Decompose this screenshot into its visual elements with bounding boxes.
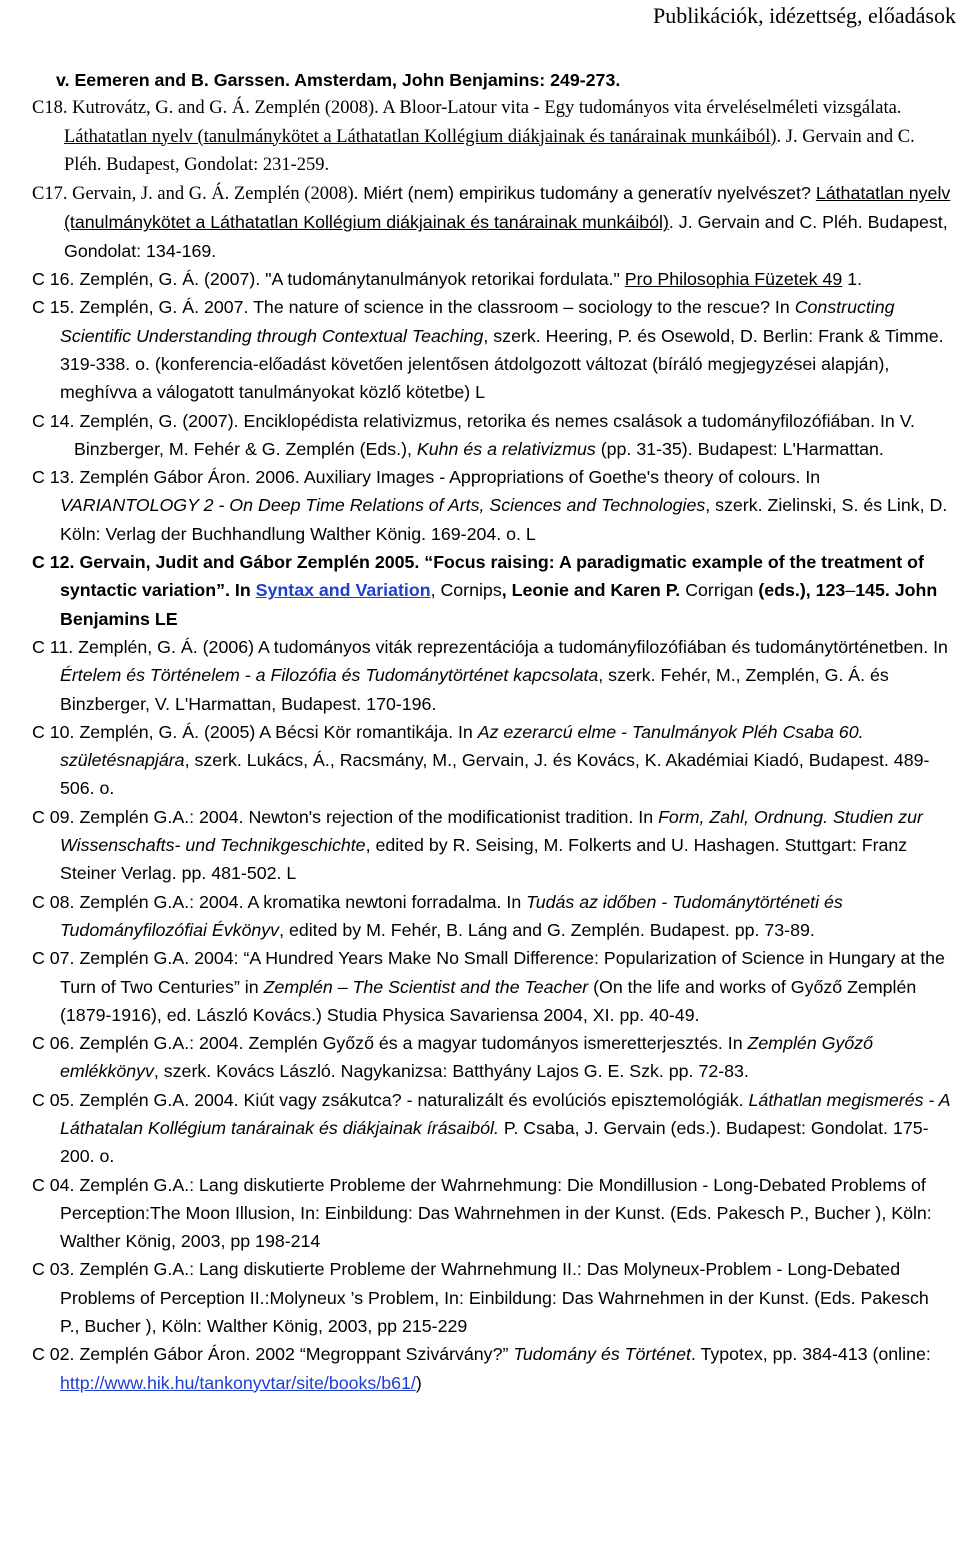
entry-c04: C 04. Zemplén G.A.: Lang diskutierte Probleme der Wahrnehmung: Die Mondillusion - Long-Debated Problems of Perception:The Moon Illusion, In: Einbildung: Das Wahrnehmen in der Kunst. (Eds. Pakesch P., Bucher ), Köln: Walther König, 2003, pp 198-214 (32, 1174, 932, 1252)
entry-c06: C 06. Zemplén G.A.: 2004. Zemplén Győző és a magyar tudományos ismeretterjesztés. In Zemplén Győző emlékkönyv, szerk. Kovács László. Nagykanizsa: Batthyány Lajos G. E. Szk. pp. 72-83. (32, 1033, 874, 1082)
book-title: Constructing Scientific Understanding through Contextual Teaching (60, 297, 895, 346)
book-title: Értelem és Történelem - a Filozófia és Tudománytörténet kapcsolata (60, 665, 599, 686)
entry-c09: C 09. Zemplén G.A.: 2004. Newton's rejection of the modificationist tradition. In Form, Zahl, Ordnung. Studien zur Wissenschafts- und Technikgeschichte, edited by R. Seising, M. Folkerts and U. Hashagen. Stuttgart: Franz Steiner Verlag. pp. 481-502. L (32, 806, 923, 884)
book-title: Az ezerarcú elme - Tanulmányok Pléh Csaba 60. születésnapjára (60, 721, 864, 771)
entry-c02: C 02. Zemplén Gábor Áron. 2002 “Megroppant Szivárvány?” Tudomány és Történet. Typotex, pp. 384-413 (online: http://www.hik.hu/tankonyvtar/site/books/b61/) (32, 1344, 931, 1393)
book-title: Zemplén Győző emlékkönyv (60, 1033, 874, 1082)
publication-list (32, 66, 952, 1397)
journal-link[interactable]: Pro Philosophia Füzetek 49 (624, 269, 843, 290)
volume-link[interactable]: Láthatatlan nyelv (tanulmánykötet a Láthatatlan Kollégium diákjainak és tanárainak munkáiból) (64, 126, 777, 147)
entry-c13: C 13. Zemplén Gábor Áron. 2006. Auxiliary Images - Appropriations of Goethe's theory of colours. In VARIANTOLOGY 2 - On Deep Time Relations of Arts, Sciences and Technologies, szerk. Zielinski, S. és Link, D. Köln: Verlag der Buchhandlung Walther König. 169-204. o. L (32, 467, 948, 544)
book-title: Láthatlan megismerés - A Láthatalan Kollégium tanárainak és diákjainak írásaiból. (60, 1089, 950, 1138)
book-title: VARIANTOLOGY 2 - On Deep Time Relations of Arts, Sciences and Technologies (60, 495, 706, 516)
entry-c05: C 05. Zemplén G.A. 2004. Kiút vagy zsákutca? - naturalizált és evolúciós episztemológiák. Láthatlan megismerés - A Láthatalan Kollégium tanárainak és diákjainak írásaiból. P. Csaba, J. Gervain (eds.). Budapest: Gondolat. 175-200. o. (32, 1089, 950, 1167)
syntax-and-variation-link[interactable]: Syntax and Variation (255, 580, 431, 601)
book-title: Zemplén – The Scientist and the Teacher (263, 976, 589, 997)
entry-c17: C17. Gervain, J. and G. Á. Zemplén (2008). Miért (nem) empirikus tudomány a generatív nyelvészet? Láthatatlan nyelv (tanulmánykötet a Láthatatlan Kollégium diákjainak és tanárainak munkáiból). J. Gervain and C. Pléh. Budapest, Gondolat: 134-169. (32, 183, 951, 261)
entry-c08: C 08. Zemplén G.A.: 2004. A kromatika newtoni forradalma. In Tudás az időben - Tudománytörténeti és Tudományfilozófiai Évkönyv, edited by M. Fehér, B. Láng and G. Zemplén. Budapest. pp. 73-89. (32, 891, 843, 940)
entry-c11: C 11. Zemplén, G. Á. (2006) A tudományos viták reprezentációja a tudományfilozófiában és tudománytörténetben. In Értelem és Történelem - a Filozófia és Tudománytörténet kapcsolata, szerk. Fehér, M., Zemplén, G. Á. és Binzberger, V. L'Harmattan, Budapest. 170-196. (32, 636, 948, 714)
book-title: Tudás az időben - Tudománytörténeti és Tudományfilozófiai Évkönyv (60, 891, 843, 940)
entry-c18: C18. Kutrovátz, G. and G. Á. Zemplén (2008). A Bloor-Latour vita - Egy tudományos vita érveléselméleti vizsgálata. Láthatatlan nyelv (tanulmánykötet a Láthatatlan Kollégium diákjainak és tanárainak munkáiból). J. Gervain and C. Pléh. Budapest, Gondolat: 231-259. (32, 98, 915, 175)
entry-c03: C 03. Zemplén G.A.: Lang diskutierte Probleme der Wahrnehmung II.: Das Molyneux-Problem - Long-Debated Problems of Perception II.:Molyneux ’s Problem, In: Einbildung: Das Wahrnehmen in der Kunst. (Eds. Pakesch P., Bucher ), Köln: Walther König, 2003, pp 215-229 (32, 1259, 929, 1337)
book-title: Form, Zahl, Ordnung. Studien zur Wissenschafts- und Technikgeschichte (60, 806, 923, 856)
book-title: Kuhn és a relativizmus (416, 438, 596, 459)
entry-c15: C 15. Zemplén, G. Á. 2007. The nature of science in the classroom – sociology to the rescue? In Constructing Scientific Understanding through Contextual Teaching, szerk. Heering, P. és Osewold, D. Berlin: Frank & Timme. 319-338. o. (konferencia-előadást követően jelentősen átdolgozott változat (bíráló megjegyzései alapján), meghívva a válogatott tanulmányokat közlő kötetbe) L (32, 297, 944, 403)
online-url-link[interactable]: http://www.hik.hu/tankonyvtar/site/books/b61/ (60, 1372, 416, 1393)
entry-c07: C 07. Zemplén G.A. 2004: “A Hundred Years Make No Small Difference: Popularization of Science in Hungary at the Turn of Two Centuries” in Zemplén – The Scientist and the Teacher (On the life and works of Győző Zemplén (1879-1916), ed. László Kovács.) Studia Physica Savariensa 2004, XI. pp. 40-49. (32, 948, 945, 1025)
entry-c12: C 12. Gervain, Judit and Gábor Zemplén 2005. “Focus raising: A paradigmatic example of the treatment of syntactic variation”. In Syntax and Variation, Cornips, Leonie and Karen P. Corrigan (eds.), 123–145. John Benjamins LE (32, 552, 938, 629)
volume-link[interactable]: Láthatatlan nyelv (tanulmánykötet a Láthatatlan Kollégium diákjainak és tanárainak munkáiból) (64, 183, 951, 233)
entry-c10: C 10. Zemplén, G. Á. (2005) A Bécsi Kör romantikája. In Az ezerarcú elme - Tanulmányok Pléh Csaba 60. születésnapjára, szerk. Lukács, Á., Racsmány, M., Gervain, J. és Kovács, K. Akadémiai Kiadó, Budapest. 489-506. o. (32, 721, 930, 799)
page-header: Publikációk, idézettség, előadások (652, 3, 956, 28)
entry-c14: C 14. Zemplén, G. (2007). Enciklopédista relativizmus, retorika és nemes csalások a tudományfilozófiában. In V. Binzberger, M. Fehér & G. Zemplén (Eds.), Kuhn és a relativizmus (pp. 31-35). Budapest: L'Harmattan. (32, 410, 915, 459)
entry-c16: C 16. Zemplén, G. Á. (2007). "A tudománytanulmányok retorikai fordulata." Pro Philosophia Füzetek 49 1. (32, 269, 863, 290)
entry-continuation: v. Eemeren and B. Garssen. Amsterdam, John Benjamins: 249-273. (56, 70, 621, 90)
book-title: Tudomány és Történet (513, 1344, 691, 1365)
